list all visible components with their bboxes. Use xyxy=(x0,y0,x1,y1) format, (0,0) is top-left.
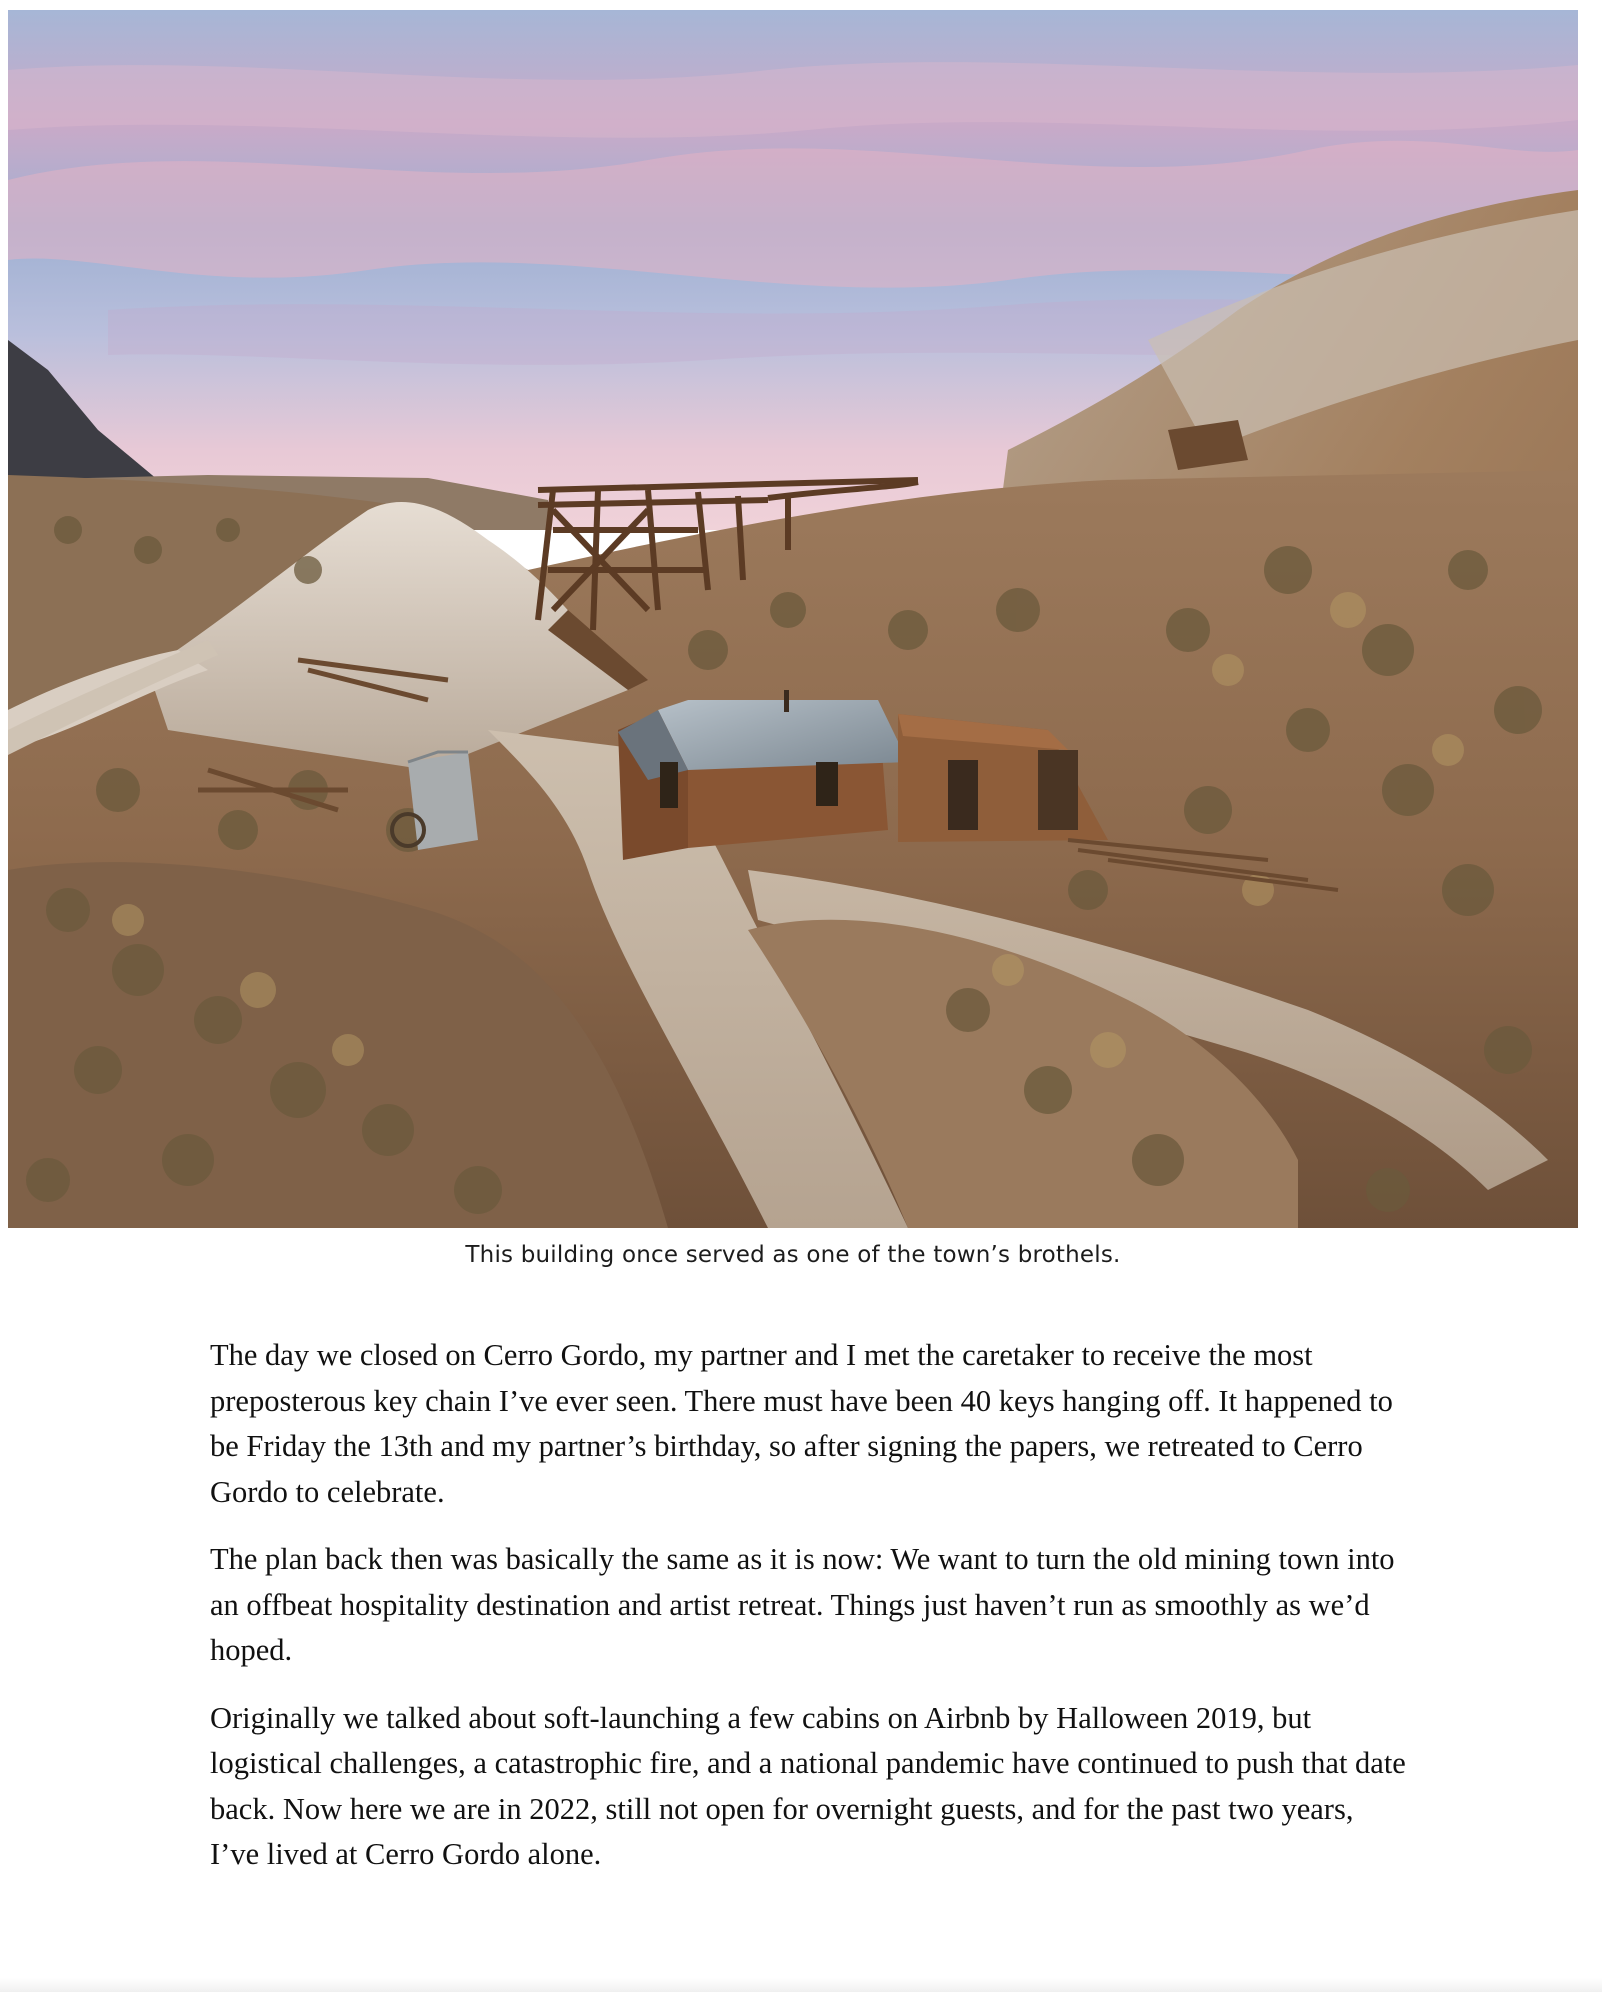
article-photo xyxy=(8,10,1578,1228)
article-body xyxy=(210,1333,1410,1900)
desert-ghost-town-photo xyxy=(8,10,1578,1228)
article-paragraph: Originally we talked about soft-launching a few cabins on Airbnb by Halloween 2019, but logistical challenges, a catastrophic fire, and a national pandemic have continued to push that date back. Now here we are in 2022, still not open for overnight guests, and for the past two years, I’ve lived at Cerro Gordo alone. xyxy=(210,1700,1406,1871)
bottom-edge-shadow xyxy=(0,1978,1602,1992)
photo-caption: This building once served as one of the town’s brothels. xyxy=(465,1242,1121,1268)
article-paragraph: The day we closed on Cerro Gordo, my partner and I met the caretaker to receive the most preposterous key chain I’ve ever seen. There must have been 40 keys hanging off. It happened to be Friday the 13th and my partner’s birthday, so after signing the papers, we retreated to Cerro Gordo to celebrate. xyxy=(210,1338,1393,1509)
article-paragraph: The plan back then was basically the same as it is now: We want to turn the old mining town into an offbeat hospitality destination and artist retreat. Things just haven’t run as smoothly as we’d hoped. xyxy=(210,1542,1395,1667)
